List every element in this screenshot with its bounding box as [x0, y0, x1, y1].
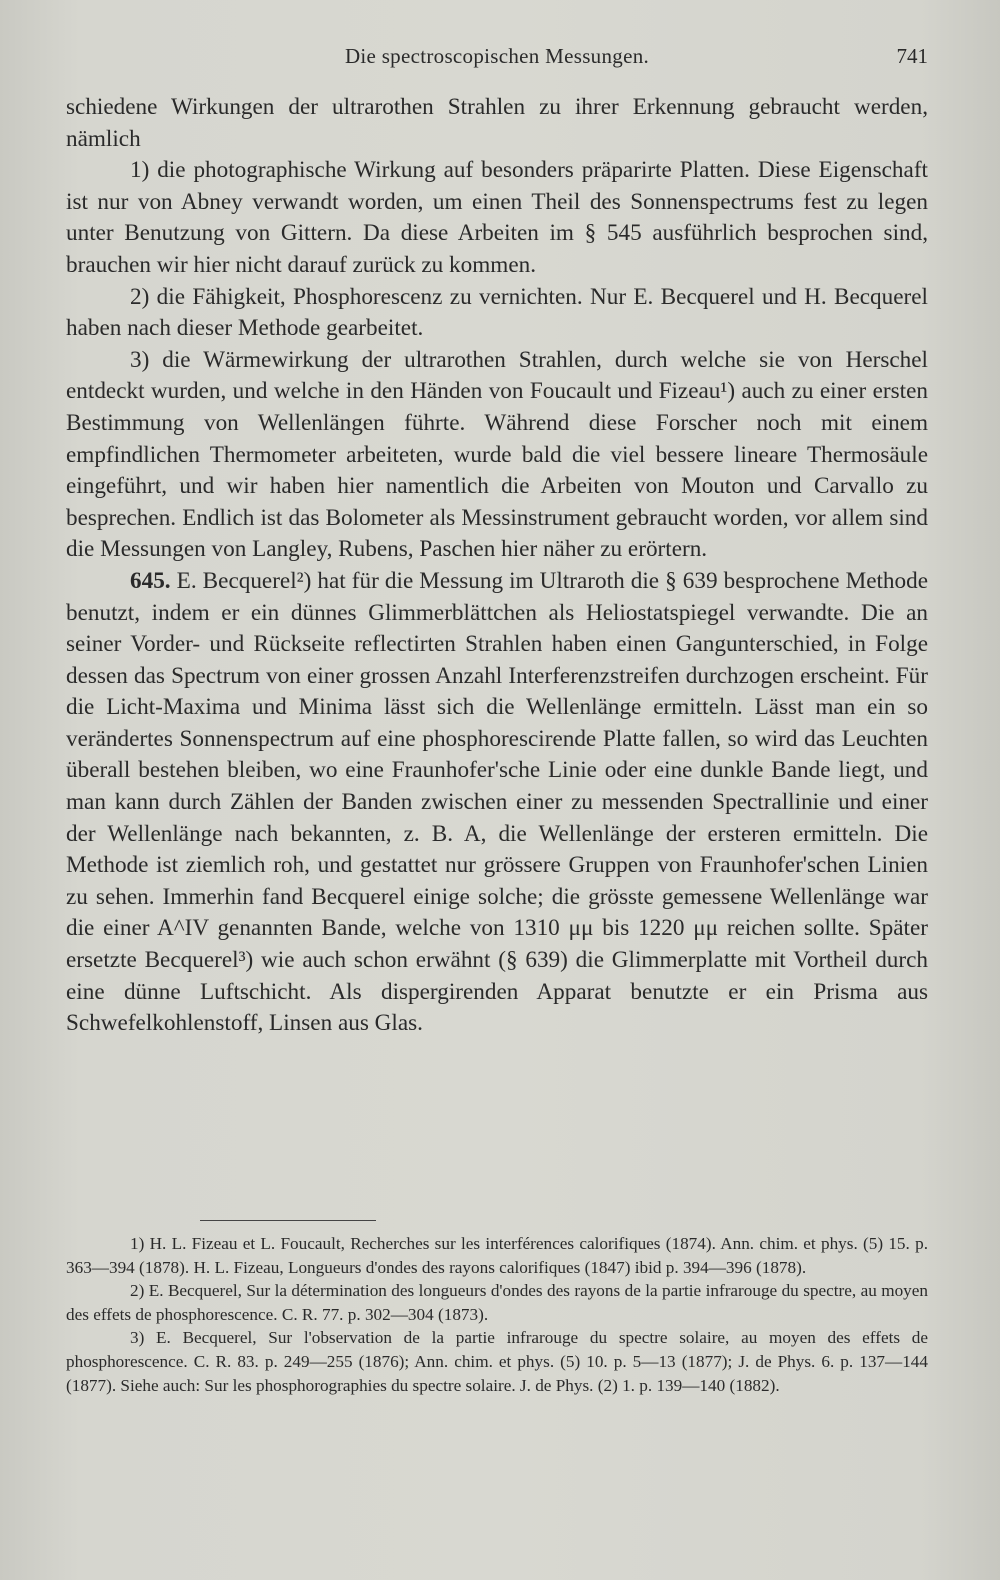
footnote-2: 2) E. Becquerel, Sur la détermination des longueurs d'ondes des rayons de la partie infrarouge du spectre, au moyen des effets de phosphorescence. C. R. 77. p. 302—304 (1873). [66, 1281, 928, 1324]
paragraph-5-text: E. Becquerel²) hat für die Messung im Ultraroth die § 639 besprochene Methode benutzt, indem er ein dünnes Glimmerblättchen als Heliostatspiegel verwandte. Die an seiner Vorder- und Rückseite reflectirten Strahlen haben einen Gangunterschied, in Folge dessen das Spectrum von einer grossen Anzahl Interferenzstreifen durchzogen erscheint. Für die Licht-Maxima und Minima lässt sich die Wellenlänge ermitteln. Lässt man ein so verändertes Sonnenspectrum auf eine phosphorescirende Platte fallen, so wird das Leuchten überall bestehen bleiben, wo eine Fraunhofer'sche Linie oder eine dunkle Bande liegt, und man kann durch Zählen der Banden zwischen einer zu messenden Spectrallinie und einer der Wellenlänge nach bekannten, z. B. A, die Wellenlänge der ersteren ermitteln. Die Methode ist ziemlich roh, und gestattet nur grössere Gruppen von Fraunhofer'schen Linien zu sehen. Immerhin fand Becquerel einige solche; die grösste gemessene Wellenlänge war die einer A^IV genannten Bande, welche von 1310 μμ bis 1220 μμ reichen sollte. Später ersetzte Becquerel³) wie auch schon erwähnt (§ 639) die Glimmerplatte mit Vortheil durch eine dünne Luftschicht. Als dispergirenden Apparat benutzte er ein Prisma aus Schwefelkohlenstoff, Linsen aus Glas. [66, 567, 929, 1037]
paragraph-2: 1) die photographische Wirkung auf besonders präparirte Platten. Diese Eigenschaft ist nur von Abney verwandt worden, um einen Theil des Sonnenspectrums fest zu legen unter Benutzung von Gittern. Da diese Arbeiten im § 545 ausführlich besprochen sind, brauchen wir hier nicht darauf zurück zu kommen. [66, 157, 928, 278]
section-number: 645. [130, 567, 171, 594]
paragraph-4: 3) die Wärmewirkung der ultrarothen Strahlen, durch welche sie von Herschel entdeckt wurden, und welche in den Händen von Foucault und Fizeau¹) auch zu einer ersten Bestimmung von Wellenlängen führte. Während diese Forscher noch mit einem empfindlichen Thermometer arbeiteten, wurde bald die viel bessere lineare Thermosäule eingeführt, und wir haben hier namentlich die Arbeiten von Mouton und Carvallo zu besprechen. Endlich ist das Bolometer als Messinstrument gebraucht worden, vor allem sind die Messungen von Langley, Rubens, Paschen hier näher zu erörtern. [66, 346, 928, 563]
body-text [66, 92, 928, 1040]
paragraph-3: 2) die Fähigkeit, Phosphorescenz zu vernichten. Nur E. Becquerel und H. Becquerel haben nach dieser Methode gearbeitet. [66, 283, 928, 342]
footnote-1: 1) H. L. Fizeau et L. Foucault, Recherches sur les interférences calorifiques (1874). Ann. chim. et phys. (5) 15. p. 363—394 (1878). H. L. Fizeau, Longueurs d'ondes des rayons calorifiques (1847) ibid p. 394—396 (1878). [66, 1234, 928, 1277]
footnote-3: 3) E. Becquerel, Sur l'observation de la partie infrarouge du spectre solaire, au moyen des effets de phosphorescence. C. R. 83. p. 249—255 (1876); Ann. chim. et phys. (5) 10. p. 5—13 (1877); J. de Phys. 6. p. 137—144 (1877). Siehe auch: Sur les phosphorographies du spectre solaire. J. de Phys. (2) 1. p. 139—140 (1882). [66, 1328, 928, 1395]
running-title: Die spectroscopischen Messungen. [344, 44, 650, 68]
page-number: 741 [896, 44, 928, 68]
paragraph-1: schiedene Wirkungen der ultrarothen Strahlen zu ihrer Erkennung gebraucht werden, nämlich [66, 94, 928, 152]
paragraph-5 [66, 566, 928, 1040]
footnote-rule [200, 1220, 376, 1221]
footnotes [66, 1232, 928, 1397]
page-header [66, 44, 928, 76]
